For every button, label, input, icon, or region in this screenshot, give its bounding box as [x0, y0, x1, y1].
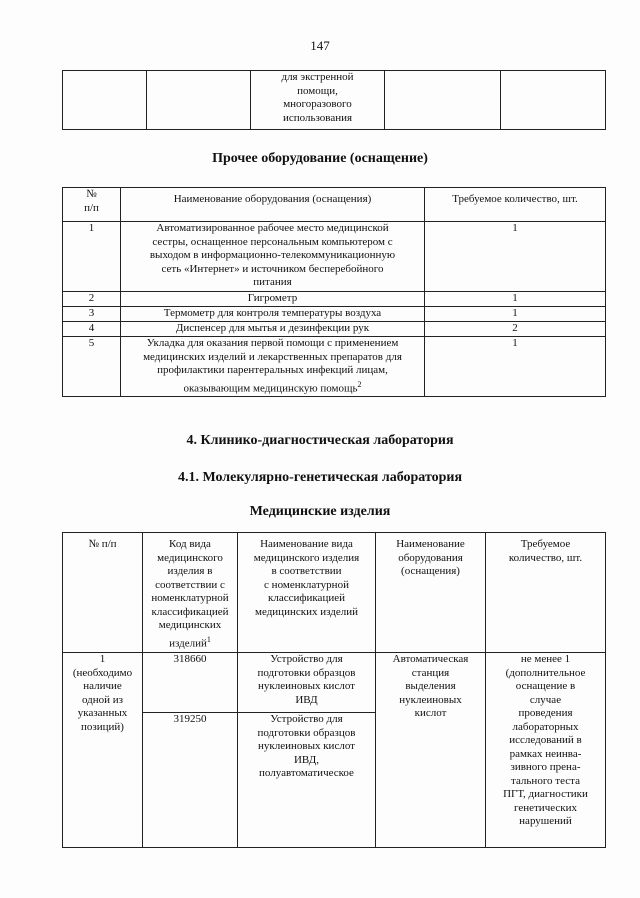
section-mol-title: 4.1. Молекулярно-генетическая лаборатория	[177, 470, 463, 485]
header-qty: Требуемое количество, шт.	[486, 533, 606, 653]
table-row: 4 Диспенсер для мытья и дезинфекции рук 2	[63, 322, 606, 337]
kind-cell: Устройство для подготовки образцов нуклеиновых кислот ИВД	[238, 653, 376, 713]
table-row: 3 Термометр для контроля температуры воздуха 1	[63, 307, 606, 322]
table-row: 1 Автоматизированное рабочее место медицинской сестры, оснащенное персональным компьютером с выходом в информационно-телекоммуникационную сеть «Интернет» и источником бесперебойного питания 1	[63, 222, 606, 292]
header-name: Наименование оборудования (оснащения)	[121, 188, 425, 222]
kind-cell: Устройство для подготовки образцов нуклеиновых кислот ИВД, полуавтоматическое	[238, 713, 376, 848]
table-row: 2 Гигрометр 1	[63, 292, 606, 307]
header-qty: Требуемое количество, шт.	[425, 188, 606, 222]
code-cell: 318660	[143, 653, 238, 713]
section-med-title: Медицинские изделия	[249, 504, 391, 519]
header-code: Код вида медицинского изделия в соответствии с номенклатурной классификацией медицинских изделий$^1$	[143, 533, 238, 653]
code-cell: 319250	[143, 713, 238, 848]
header-num: № п/п	[63, 188, 121, 222]
other-equipment-table	[62, 187, 606, 397]
section-lab-title: 4. Клинико-диагностическая лаборатория	[186, 433, 454, 448]
table-row: 5 Укладка для оказания первой помощи с применением медицинских изделий и лекарственных препаратов для профилактики парентеральных инфекций лицам, оказывающим медицинскую помощь$^2$ 1	[63, 337, 606, 397]
header-equipment: Наименование оборудования (оснащения)	[376, 533, 486, 653]
top-table	[62, 70, 606, 130]
medical-devices-table	[62, 532, 606, 848]
qty-cell: не менее 1 (дополнительное оснащение в случае проведения лабораторных исследований в рамках неинва- зивного прена- тального теста ПГТ, диагностики генетических нарушений	[486, 653, 606, 848]
equipment-cell: Автоматическая станция выделения нуклеиновых кислот	[376, 653, 486, 848]
header-kind: Наименование вида медицинского изделия в соответствии с номенклатурной классификацией медицинских изделий	[238, 533, 376, 653]
table-row	[63, 653, 606, 713]
top-table-cell: для экстренной помощи, многоразового использования	[251, 71, 385, 130]
page-number: 147	[310, 38, 330, 53]
header-num: № п/п	[63, 533, 143, 653]
section-other-title: Прочее оборудование (оснащение)	[212, 151, 428, 166]
num-cell: 1 (необходимо наличие одной из указанных позиций)	[63, 653, 143, 848]
